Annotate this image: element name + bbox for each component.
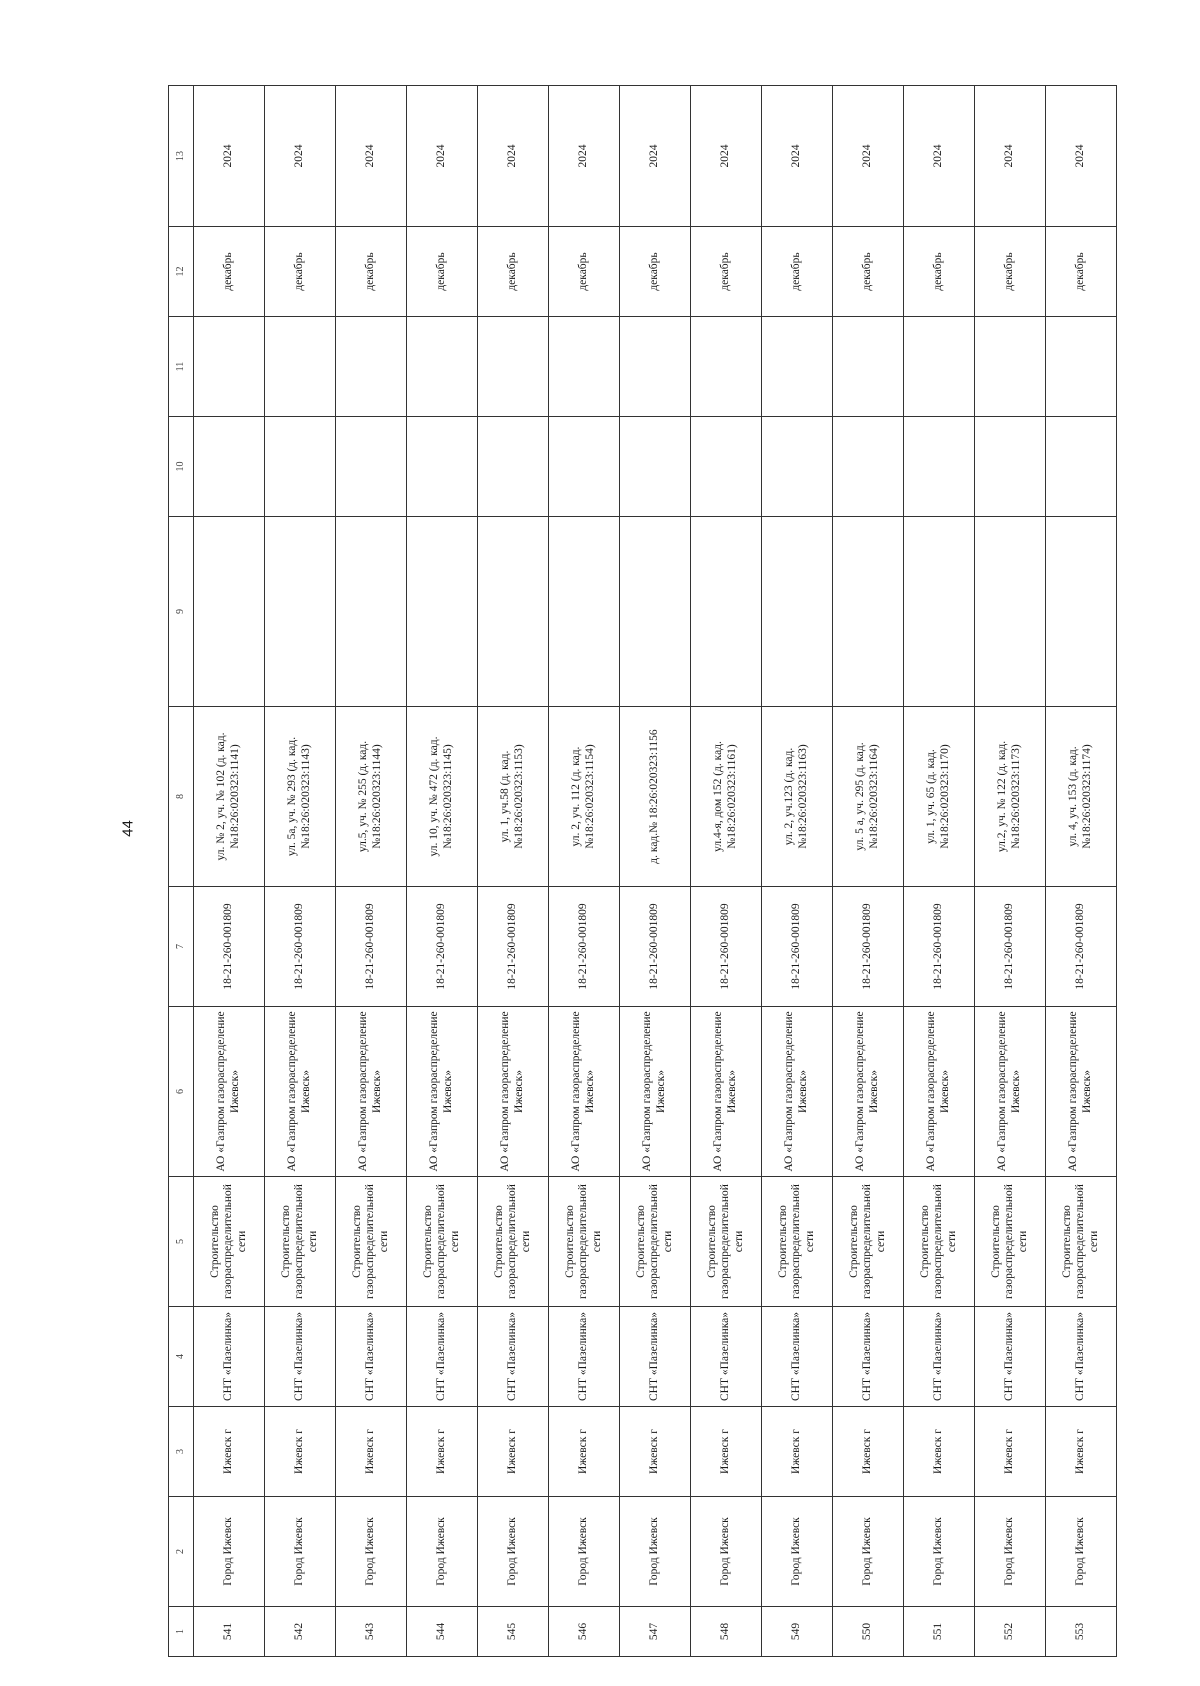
row-number: 541 xyxy=(194,1607,265,1657)
work-type-cell: Строительство газораспределительной сети xyxy=(833,1177,904,1307)
settlement-cell: СНТ «Пазелинка» xyxy=(620,1307,691,1407)
month-cell: декабрь xyxy=(762,227,833,317)
column-11-cell xyxy=(478,317,549,417)
municipality-cell: Город Ижевск xyxy=(833,1497,904,1607)
table-body xyxy=(169,86,1117,1657)
municipality-cell: Город Ижевск xyxy=(194,1497,265,1607)
column-number-3: 3 xyxy=(169,1407,194,1497)
column-11-cell xyxy=(194,317,265,417)
month-cell: декабрь xyxy=(620,227,691,317)
column-number-4: 4 xyxy=(169,1307,194,1407)
address-cell: ул.2, уч. № 122 (д. кад.№18:26:020323:1173) xyxy=(975,707,1046,887)
locality-cell: Ижевск г xyxy=(975,1407,1046,1497)
rotated-table-container xyxy=(168,86,1103,1657)
operator-cell: АО «Газпром газораспределение Ижевск» xyxy=(762,1007,833,1177)
column-11-cell xyxy=(691,317,762,417)
registration-code-cell: 18-21-260-001809 xyxy=(194,887,265,1007)
month-cell: декабрь xyxy=(904,227,975,317)
locality-cell: Ижевск г xyxy=(194,1407,265,1497)
municipality-cell: Город Ижевск xyxy=(975,1497,1046,1607)
column-11-cell xyxy=(1046,317,1117,417)
locality-cell: Ижевск г xyxy=(762,1407,833,1497)
row-number: 547 xyxy=(620,1607,691,1657)
settlement-cell: СНТ «Пазелинка» xyxy=(265,1307,336,1407)
row-number: 548 xyxy=(691,1607,762,1657)
settlement-cell: СНТ «Пазелинка» xyxy=(407,1307,478,1407)
address-cell: ул. 2, уч.123 (д. кад.№18:26:020323:1163) xyxy=(762,707,833,887)
operator-cell: АО «Газпром газораспределение Ижевск» xyxy=(478,1007,549,1177)
work-type-cell: Строительство газораспределительной сети xyxy=(1046,1177,1117,1307)
operator-cell: АО «Газпром газораспределение Ижевск» xyxy=(1046,1007,1117,1177)
column-number-6: 6 xyxy=(169,1007,194,1177)
column-10-cell xyxy=(975,417,1046,517)
year-cell: 2024 xyxy=(975,86,1046,227)
address-cell: ул. 4, уч. 153 (д. кад.№18:26:020323:1174) xyxy=(1046,707,1117,887)
column-11-cell xyxy=(620,317,691,417)
registration-code-cell: 18-21-260-001809 xyxy=(975,887,1046,1007)
column-10-cell xyxy=(691,417,762,517)
column-number-8: 8 xyxy=(169,707,194,887)
page-number: 44 xyxy=(119,820,137,837)
year-cell: 2024 xyxy=(265,86,336,227)
operator-cell: АО «Газпром газораспределение Ижевск» xyxy=(549,1007,620,1177)
year-cell: 2024 xyxy=(194,86,265,227)
registration-code-cell: 18-21-260-001809 xyxy=(904,887,975,1007)
operator-cell: АО «Газпром газораспределение Ижевск» xyxy=(691,1007,762,1177)
row-number: 551 xyxy=(904,1607,975,1657)
column-9-cell xyxy=(620,517,691,707)
row-number: 544 xyxy=(407,1607,478,1657)
column-number-2: 2 xyxy=(169,1497,194,1607)
settlement-cell: СНТ «Пазелинка» xyxy=(904,1307,975,1407)
month-cell: декабрь xyxy=(336,227,407,317)
column-11-cell xyxy=(975,317,1046,417)
column-9-cell xyxy=(194,517,265,707)
operator-cell: АО «Газпром газораспределение Ижевск» xyxy=(833,1007,904,1177)
address-cell: ул. 10, уч. № 472 (д. кад.№18:26:020323:1145) xyxy=(407,707,478,887)
month-cell: декабрь xyxy=(1046,227,1117,317)
row-number: 546 xyxy=(549,1607,620,1657)
municipality-cell: Город Ижевск xyxy=(904,1497,975,1607)
registration-code-cell: 18-21-260-001809 xyxy=(549,887,620,1007)
settlement-cell: СНТ «Пазелинка» xyxy=(833,1307,904,1407)
table-row xyxy=(975,86,1046,1657)
year-cell: 2024 xyxy=(478,86,549,227)
address-cell: ул. 1, уч.58 (д. кад.№18:26:020323:1153) xyxy=(478,707,549,887)
row-number: 553 xyxy=(1046,1607,1117,1657)
column-10-cell xyxy=(904,417,975,517)
address-cell: ул. 5 а, уч. 295 (д. кад.№18:26:020323:1164) xyxy=(833,707,904,887)
work-type-cell: Строительство газораспределительной сети xyxy=(478,1177,549,1307)
table-row xyxy=(620,86,691,1657)
column-9-cell xyxy=(265,517,336,707)
column-number-11: 11 xyxy=(169,317,194,417)
month-cell: декабрь xyxy=(833,227,904,317)
column-9-cell xyxy=(833,517,904,707)
municipality-cell: Город Ижевск xyxy=(620,1497,691,1607)
column-11-cell xyxy=(833,317,904,417)
table-row xyxy=(762,86,833,1657)
work-type-cell: Строительство газораспределительной сети xyxy=(265,1177,336,1307)
registration-code-cell: 18-21-260-001809 xyxy=(620,887,691,1007)
column-number-10: 10 xyxy=(169,417,194,517)
operator-cell: АО «Газпром газораспределение Ижевск» xyxy=(336,1007,407,1177)
work-type-cell: Строительство газораспределительной сети xyxy=(620,1177,691,1307)
column-11-cell xyxy=(762,317,833,417)
registration-code-cell: 18-21-260-001809 xyxy=(478,887,549,1007)
work-type-cell: Строительство газораспределительной сети xyxy=(762,1177,833,1307)
address-cell: ул. 1, уч. 65 (д. кад.№18:26:020323:1170) xyxy=(904,707,975,887)
address-cell: ул.4-я, дом 152 (д. кад.№18:26:020323:1161) xyxy=(691,707,762,887)
column-number-row xyxy=(169,86,194,1657)
locality-cell: Ижевск г xyxy=(691,1407,762,1497)
settlement-cell: СНТ «Пазелинка» xyxy=(336,1307,407,1407)
municipality-cell: Город Ижевск xyxy=(478,1497,549,1607)
column-10-cell xyxy=(265,417,336,517)
work-type-cell: Строительство газораспределительной сети xyxy=(336,1177,407,1307)
column-10-cell xyxy=(762,417,833,517)
operator-cell: АО «Газпром газораспределение Ижевск» xyxy=(975,1007,1046,1177)
column-number-13: 13 xyxy=(169,86,194,227)
work-type-cell: Строительство газораспределительной сети xyxy=(407,1177,478,1307)
locality-cell: Ижевск г xyxy=(265,1407,336,1497)
registration-code-cell: 18-21-260-001809 xyxy=(407,887,478,1007)
column-11-cell xyxy=(265,317,336,417)
locality-cell: Ижевск г xyxy=(478,1407,549,1497)
registration-code-cell: 18-21-260-001809 xyxy=(336,887,407,1007)
column-11-cell xyxy=(549,317,620,417)
address-cell: ул.5, уч. № 255 (д. кад.№18:26:020323:1144) xyxy=(336,707,407,887)
column-11-cell xyxy=(904,317,975,417)
year-cell: 2024 xyxy=(833,86,904,227)
municipality-cell: Город Ижевск xyxy=(336,1497,407,1607)
table-row xyxy=(265,86,336,1657)
table-row xyxy=(194,86,265,1657)
column-9-cell xyxy=(1046,517,1117,707)
work-type-cell: Строительство газораспределительной сети xyxy=(691,1177,762,1307)
gasification-schedule-table xyxy=(168,85,1117,1657)
settlement-cell: СНТ «Пазелинка» xyxy=(549,1307,620,1407)
registration-code-cell: 18-21-260-001809 xyxy=(265,887,336,1007)
row-number: 545 xyxy=(478,1607,549,1657)
settlement-cell: СНТ «Пазелинка» xyxy=(975,1307,1046,1407)
year-cell: 2024 xyxy=(549,86,620,227)
locality-cell: Ижевск г xyxy=(904,1407,975,1497)
table-row xyxy=(904,86,975,1657)
column-10-cell xyxy=(407,417,478,517)
registration-code-cell: 18-21-260-001809 xyxy=(1046,887,1117,1007)
column-10-cell xyxy=(478,417,549,517)
table-row xyxy=(833,86,904,1657)
registration-code-cell: 18-21-260-001809 xyxy=(833,887,904,1007)
year-cell: 2024 xyxy=(691,86,762,227)
municipality-cell: Город Ижевск xyxy=(407,1497,478,1607)
column-10-cell xyxy=(833,417,904,517)
month-cell: декабрь xyxy=(691,227,762,317)
address-cell: ул. 2, уч. 112 (д. кад.№18:26:020323:1154) xyxy=(549,707,620,887)
table-row xyxy=(407,86,478,1657)
settlement-cell: СНТ «Пазелинка» xyxy=(478,1307,549,1407)
year-cell: 2024 xyxy=(407,86,478,227)
column-9-cell xyxy=(549,517,620,707)
registration-code-cell: 18-21-260-001809 xyxy=(691,887,762,1007)
column-9-cell xyxy=(762,517,833,707)
month-cell: декабрь xyxy=(549,227,620,317)
settlement-cell: СНТ «Пазелинка» xyxy=(691,1307,762,1407)
municipality-cell: Город Ижевск xyxy=(762,1497,833,1607)
settlement-cell: СНТ «Пазелинка» xyxy=(194,1307,265,1407)
locality-cell: Ижевск г xyxy=(620,1407,691,1497)
table-row xyxy=(691,86,762,1657)
operator-cell: АО «Газпром газораспределение Ижевск» xyxy=(904,1007,975,1177)
column-9-cell xyxy=(407,517,478,707)
operator-cell: АО «Газпром газораспределение Ижевск» xyxy=(620,1007,691,1177)
row-number: 550 xyxy=(833,1607,904,1657)
operator-cell: АО «Газпром газораспределение Ижевск» xyxy=(265,1007,336,1177)
municipality-cell: Город Ижевск xyxy=(691,1497,762,1607)
row-number: 542 xyxy=(265,1607,336,1657)
table-row xyxy=(336,86,407,1657)
address-cell: д. кад.№ 18:26:020323:1156 xyxy=(620,707,691,887)
locality-cell: Ижевск г xyxy=(1046,1407,1117,1497)
column-10-cell xyxy=(620,417,691,517)
month-cell: декабрь xyxy=(194,227,265,317)
column-10-cell xyxy=(549,417,620,517)
locality-cell: Ижевск г xyxy=(833,1407,904,1497)
work-type-cell: Строительство газораспределительной сети xyxy=(904,1177,975,1307)
work-type-cell: Строительство газораспределительной сети xyxy=(549,1177,620,1307)
year-cell: 2024 xyxy=(336,86,407,227)
row-number: 552 xyxy=(975,1607,1046,1657)
address-cell: ул. № 2, уч. № 102 (д. кад.№18:26:020323:1141) xyxy=(194,707,265,887)
row-number: 543 xyxy=(336,1607,407,1657)
column-9-cell xyxy=(336,517,407,707)
year-cell: 2024 xyxy=(1046,86,1117,227)
year-cell: 2024 xyxy=(762,86,833,227)
column-number-7: 7 xyxy=(169,887,194,1007)
registration-code-cell: 18-21-260-001809 xyxy=(762,887,833,1007)
column-9-cell xyxy=(691,517,762,707)
year-cell: 2024 xyxy=(904,86,975,227)
column-number-5: 5 xyxy=(169,1177,194,1307)
month-cell: декабрь xyxy=(478,227,549,317)
column-9-cell xyxy=(904,517,975,707)
row-number: 549 xyxy=(762,1607,833,1657)
settlement-cell: СНТ «Пазелинка» xyxy=(762,1307,833,1407)
month-cell: декабрь xyxy=(975,227,1046,317)
column-10-cell xyxy=(336,417,407,517)
settlement-cell: СНТ «Пазелинка» xyxy=(1046,1307,1117,1407)
operator-cell: АО «Газпром газораспределение Ижевск» xyxy=(194,1007,265,1177)
column-number-12: 12 xyxy=(169,227,194,317)
address-cell: ул. 5а, уч. № 293 (д. кад.№18:26:020323:1143) xyxy=(265,707,336,887)
year-cell: 2024 xyxy=(620,86,691,227)
column-number-1: 1 xyxy=(169,1607,194,1657)
locality-cell: Ижевск г xyxy=(407,1407,478,1497)
column-10-cell xyxy=(194,417,265,517)
table-row xyxy=(549,86,620,1657)
locality-cell: Ижевск г xyxy=(549,1407,620,1497)
municipality-cell: Город Ижевск xyxy=(1046,1497,1117,1607)
municipality-cell: Город Ижевск xyxy=(549,1497,620,1607)
column-11-cell xyxy=(407,317,478,417)
column-9-cell xyxy=(975,517,1046,707)
work-type-cell: Строительство газораспределительной сети xyxy=(194,1177,265,1307)
table-row xyxy=(1046,86,1117,1657)
work-type-cell: Строительство газораспределительной сети xyxy=(975,1177,1046,1307)
column-9-cell xyxy=(478,517,549,707)
operator-cell: АО «Газпром газораспределение Ижевск» xyxy=(407,1007,478,1177)
municipality-cell: Город Ижевск xyxy=(265,1497,336,1607)
column-11-cell xyxy=(336,317,407,417)
column-number-9: 9 xyxy=(169,517,194,707)
month-cell: декабрь xyxy=(265,227,336,317)
locality-cell: Ижевск г xyxy=(336,1407,407,1497)
table-row xyxy=(478,86,549,1657)
month-cell: декабрь xyxy=(407,227,478,317)
column-10-cell xyxy=(1046,417,1117,517)
